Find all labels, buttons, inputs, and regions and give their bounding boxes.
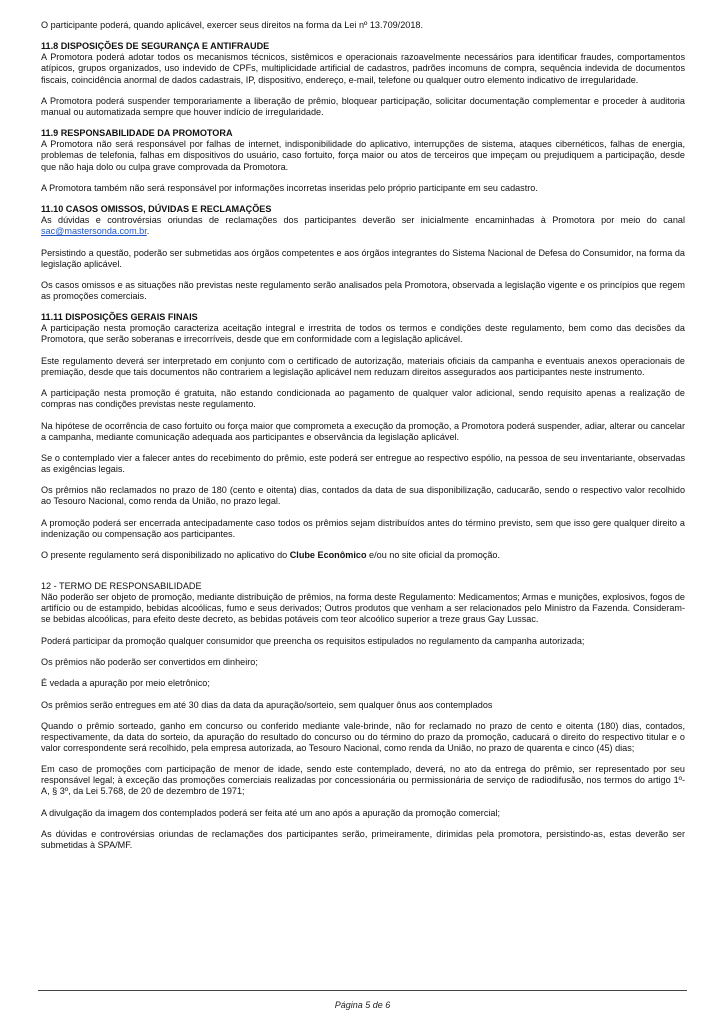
section-11-11-paragraph-8-post: e/ou no site oficial da promoção. [366,550,500,560]
section-12-heading: 12 - TERMO DE RESPONSABILIDADE [41,581,202,592]
section-12-paragraph-8: A divulgação da imagem dos contemplados poderá ser feita até um ano após a apuração da promoção comercial; [41,807,501,818]
section-11-11-paragraph-5: Se o contemplado vier a falecer antes do recebimento do prêmio, este poderá ser entregue ao respectivo espólio, na pessoa de seu inventariante, observadas as exigências legais. [41,452,685,474]
section-12-paragraph-7: Em caso de promoções com participação de menor de idade, sendo este contemplado, deverá, no ato da entrega do prêmio, ser representado por seu responsável legal; à exceção das promoções comerciais realizadas por concessionária ou permissionária de serviço de radiodifusão, nos termos do artigo 1º-A, § 3º, da Lei 5.768, de 20 de dezembro de 1971; [41,764,685,797]
clube-economico-name: Clube Econômico [289,550,367,560]
section-11-10-paragraph-1-end: . [146,226,150,237]
section-11-8-heading: 11.8 DISPOSIÇÕES DE SEGURANÇA E ANTIFRAUDE [41,41,270,52]
page-number: Página 5 de 6 [334,1000,391,1010]
section-11-11-paragraph-8-pre: O presente regulamento será disponibilizado no aplicativo do [41,550,290,560]
section-11-11-paragraph-4: Na hipótese de ocorrência de caso fortuito ou força maior que comprometa a execução da promoção, a Promotora poderá suspender, adiar, alterar ou cancelar a campanha, mediante comunicação adequada aos participantes e observância da legislação aplicável. [41,420,685,442]
section-12-paragraph-9: As dúvidas e controvérsias oriundas de reclamações dos participantes serão, primeiramente, dirimidas pela promotora, persistindo-as, estas deverão ser submetidas à SPA/MF. [41,829,685,851]
section-11-10-paragraph-2: Persistindo a questão, poderão ser submetidas aos órgãos competentes e aos órgãos integrantes do Sistema Nacional de Defesa do Consumidor, na forma da legislação aplicável. [41,247,685,269]
section-11-10-paragraph-1-text: As dúvidas e controvérsias oriundas de reclamações dos participantes deverão ser inicialmente encaminhadas à Promotora por meio do canal [41,215,685,226]
section-11-11-paragraph-2: Este regulamento deverá ser interpretado em conjunto com o certificado de autorização, materiais oficiais da campanha e eventuais anexos operacionais de premiação, desde que tais documentos não contrariem a legislação aplicável nem reduzam direitos assegurados aos participantes neste instrumento. [41,355,685,377]
section-11-9-paragraph-2: A Promotora também não será responsável por informações incorretas inseridas pelo próprio participante em seu cadastro. [41,182,538,193]
section-12-paragraph-5: Os prêmios serão entregues em até 30 dias da data da apuração/sorteio, sem qualquer ônus aos contemplados [41,699,493,710]
section-12-paragraph-3: Os prêmios não poderão ser convertidos em dinheiro; [41,656,258,667]
intro-paragraph: O participante poderá, quando aplicável, exercer seus direitos na forma da Lei nº 13.709/2018. [41,20,423,30]
section-11-10-heading: 11.10 CASOS OMISSOS, DÚVIDAS E RECLAMAÇÕES [41,204,272,215]
footer-divider [38,990,687,991]
section-12-paragraph-2: Poderá participar da promoção qualquer consumidor que preencha os requisitos estipulados no regulamento da campanha autorizada; [41,635,585,646]
section-11-11-paragraph-1: A participação nesta promoção caracteriza aceitação integral e irrestrita de todos os termos e condições deste regulamento, bem como das decisões da Promotora, que serão soberanas e irrecorríveis, desde que em conformidade com a legislação aplicável. [41,323,685,345]
section-11-11-paragraph-7: A promoção poderá ser encerrada antecipadamente caso todos os prêmios sejam distribuídos antes do término previsto, sem que isso gere qualquer direito a indenização ou compensação aos participantes. [41,517,685,539]
section-11-11-paragraph-6: Os prêmios não reclamados no prazo de 180 (cento e oitenta) dias, contados da data de sua disponibilização, caducarão, sendo o respectivo valor recolhido ao Tesouro Nacional, como renda da União, no prazo legal. [41,485,685,507]
section-12-paragraph-6: Quando o prêmio sorteado, ganho em concurso ou conferido mediante vale-brinde, não for reclamado no prazo de cento e oitenta (180) dias, contados, respectivamente, da data do sorteio, da apuração do resultado do concurso ou do término do prazo da promoção, caducará o direito do respectivo titular e o valor correspondente será recolhido, pela empresa autorizada, ao Tesouro Nacional, como renda da União, no prazo de quarenta e cinco (45) dias; [41,720,685,753]
section-11-11-paragraph-3: A participação nesta promoção é gratuita, não estando condicionada ao pagamento de qualquer valor adicional, sendo requisito apenas a realização de compras nas condições previstas neste regulamento. [41,388,685,410]
section-11-8-paragraph-1: A Promotora poderá adotar todos os mecanismos técnicos, sistêmicos e operacionais razoavelmente necessários para identificar fraudes, comportamentos atípicos, grupos organizados, uso indevido de CPFs, multiplicidade artificial de cadastros, padrões incomuns de compra, sequência indevida de documentos fiscais, coincidência anormal de dados cadastrais, IP, dispositivo, endereço, e-mail, telefone ou qualquer outro elemento indicativo de irregularidade. [41,52,685,85]
section-11-10-paragraph-1 [41,215,685,237]
sac-email-link[interactable]: sac@mastersonda.com.br [41,226,147,237]
section-11-11-heading: 11.11 DISPOSIÇÕES GERAIS FINAIS [41,312,198,323]
section-12-paragraph-4: É vedada a apuração por meio eletrônico; [41,678,210,689]
section-11-8-paragraph-2: A Promotora poderá suspender temporariamente a liberação de prêmio, bloquear participação, solicitar documentação complementar e proceder à auditoria manual ou automatizada sempre que houver indício de irregularidade. [41,95,685,117]
section-11-9-heading: 11.9 RESPONSABILIDADE DA PROMOTORA [41,128,233,139]
section-11-9-paragraph-1: A Promotora não será responsável por falhas de internet, indisponibilidade do aplicativo, interrupções de sistema, ataques cibernéticos, falhas de energia, problemas de telefonia, falhas em dispositivos do usuário, caso fortuito, força maior ou atos de terceiros que impeçam ou prejudiquem a participação, desde que não haja dolo ou culpa grave comprovada da Promotora. [41,139,685,172]
section-11-11-paragraph-8 [41,550,685,561]
section-12-paragraph-1: Não poderão ser objeto de promoção, mediante distribuição de prêmios, na forma deste Regulamento: Medicamentos; Armas e munições, explosivos, fogos de artifício ou de estampido, bebidas alcoólicas, fumo e seus derivados; Outros produtos que venham a ser relacionados pelo Ministro da Fazenda. Consideram-se bebidas alcoólicas, para efeito deste decreto, as bebidas potáveis com teor alcoólico superior a treze graus Gay Lussac. [41,592,685,625]
document-body [41,20,685,861]
section-11-10-paragraph-3: Os casos omissos e as situações não previstas neste regulamento serão analisados pela Promotora, observada a legislação vigente e os princípios que regem as promoções comerciais. [41,279,685,301]
